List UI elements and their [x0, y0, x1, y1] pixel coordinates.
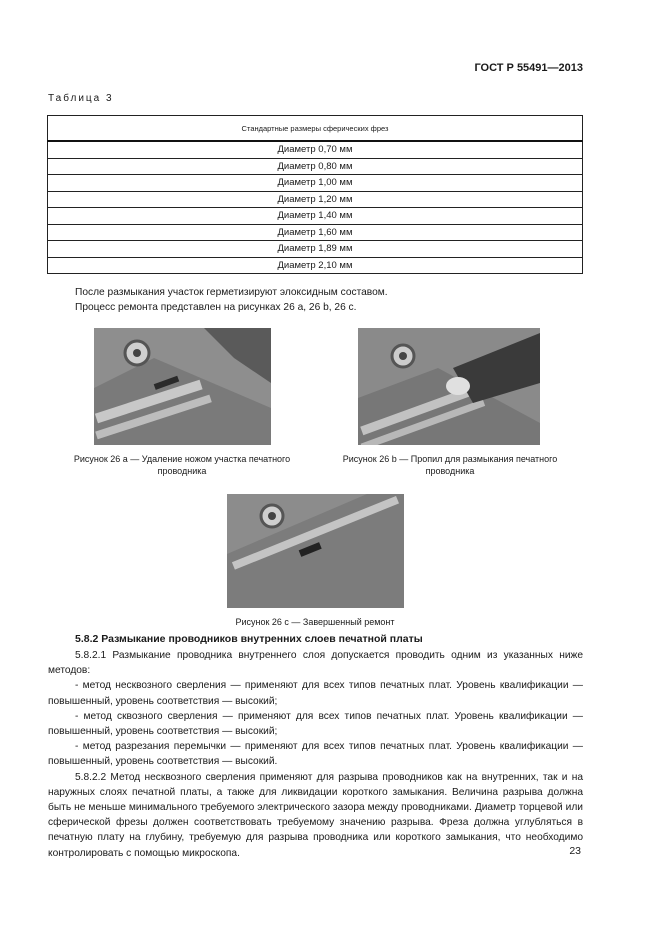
table-cell: Диаметр 1,40 мм — [48, 208, 583, 225]
table-row — [48, 224, 583, 241]
sizes-table — [47, 115, 583, 274]
page-number: 23 — [569, 845, 581, 857]
section-title: 5.8.2 Размыкание проводников внутренних слоев печатной платы — [75, 633, 423, 645]
figure-26c-photo — [227, 494, 404, 608]
table-row — [48, 158, 583, 175]
figure-26b-caption-line-2: проводника — [425, 466, 475, 476]
table-cell: Диаметр 2,10 мм — [48, 257, 583, 274]
table-cell: Диаметр 1,00 мм — [48, 175, 583, 192]
table-row — [48, 257, 583, 274]
figure-26a-caption — [62, 453, 302, 477]
figure-26a-photo — [94, 328, 271, 445]
figure-26b-photo — [358, 328, 540, 445]
table-header: Стандартные размеры сферических фрез — [48, 116, 583, 142]
paragraph-5-8-2-1: 5.8.2.1 Размыкание проводника внутреннего слоя допускается проводить одним из указанных ниже методов: — [48, 650, 583, 677]
figure-26c-image — [227, 494, 404, 608]
method-3: - метод разрезания перемычки — применяют для всех типов печатных плат. Уровень квалификации — повышенный, уровень соответствия — высокий. — [48, 741, 583, 768]
table-cell: Диаметр 1,89 мм — [48, 241, 583, 258]
intro-line-1: После размыкания участок герметизируют элоксидным составом. — [75, 287, 388, 298]
table-row — [48, 208, 583, 225]
section-body — [48, 648, 583, 861]
figure-26b-caption-line-1: Рисунок 26 b — Пропил для размыкания печатного — [342, 454, 558, 464]
figure-26b-caption — [320, 453, 580, 477]
table-row — [48, 175, 583, 192]
figure-26a-image — [94, 328, 271, 445]
table-cell: Диаметр 0,80 мм — [48, 158, 583, 175]
table-cell: Диаметр 1,60 мм — [48, 224, 583, 241]
table-row — [48, 241, 583, 258]
table-cell: Диаметр 0,70 мм — [48, 141, 583, 158]
figure-26a-caption-line-1: Рисунок 26 а — Удаление ножом участка печатного — [73, 454, 291, 464]
table-row — [48, 141, 583, 158]
figure-26c-caption — [200, 616, 430, 628]
figure-26b-image — [358, 328, 540, 445]
standard-code: ГОСТ Р 55491—2013 — [474, 62, 583, 74]
table-caption: Таблица 3 — [48, 93, 114, 104]
paragraph-5-8-2-2: 5.8.2.2 Метод несквозного сверления применяют для разрыва проводников как на внутренних, так и на наружных слоях печатной платы, а также для ликвидации короткого замыкания. Величина разрыва должна быть не меньше минимального требуемого электрического зазора между проводниками. Диаметр торцевой или сферической фрезы должен соответствовать требуемому значению разрыва. Фреза должна углубляться в печатную плату на глубину, требуемую для разрыва проводника или короткого замыкания, что необходимо контролировать с помощью микроскопа. — [48, 771, 583, 859]
intro-line-2: Процесс ремонта представлен на рисунках 26 а, 26 b, 26 с. — [75, 302, 357, 313]
method-1: - метод несквозного сверления — применяют для всех типов печатных плат. Уровень квалификации — повышенный, уровень соответствия — высокий; — [48, 680, 583, 707]
figure-26a-caption-line-2: проводника — [157, 466, 207, 476]
method-2: - метод сквозного сверления — применяют для всех типов печатных плат. Уровень квалификации — повышенный, уровень соответствия — высокий; — [48, 710, 583, 738]
table-row — [48, 191, 583, 208]
table-cell: Диаметр 1,20 мм — [48, 191, 583, 208]
figure-26c-caption-line-1: Рисунок 26 с — Завершенный ремонт — [235, 617, 395, 627]
